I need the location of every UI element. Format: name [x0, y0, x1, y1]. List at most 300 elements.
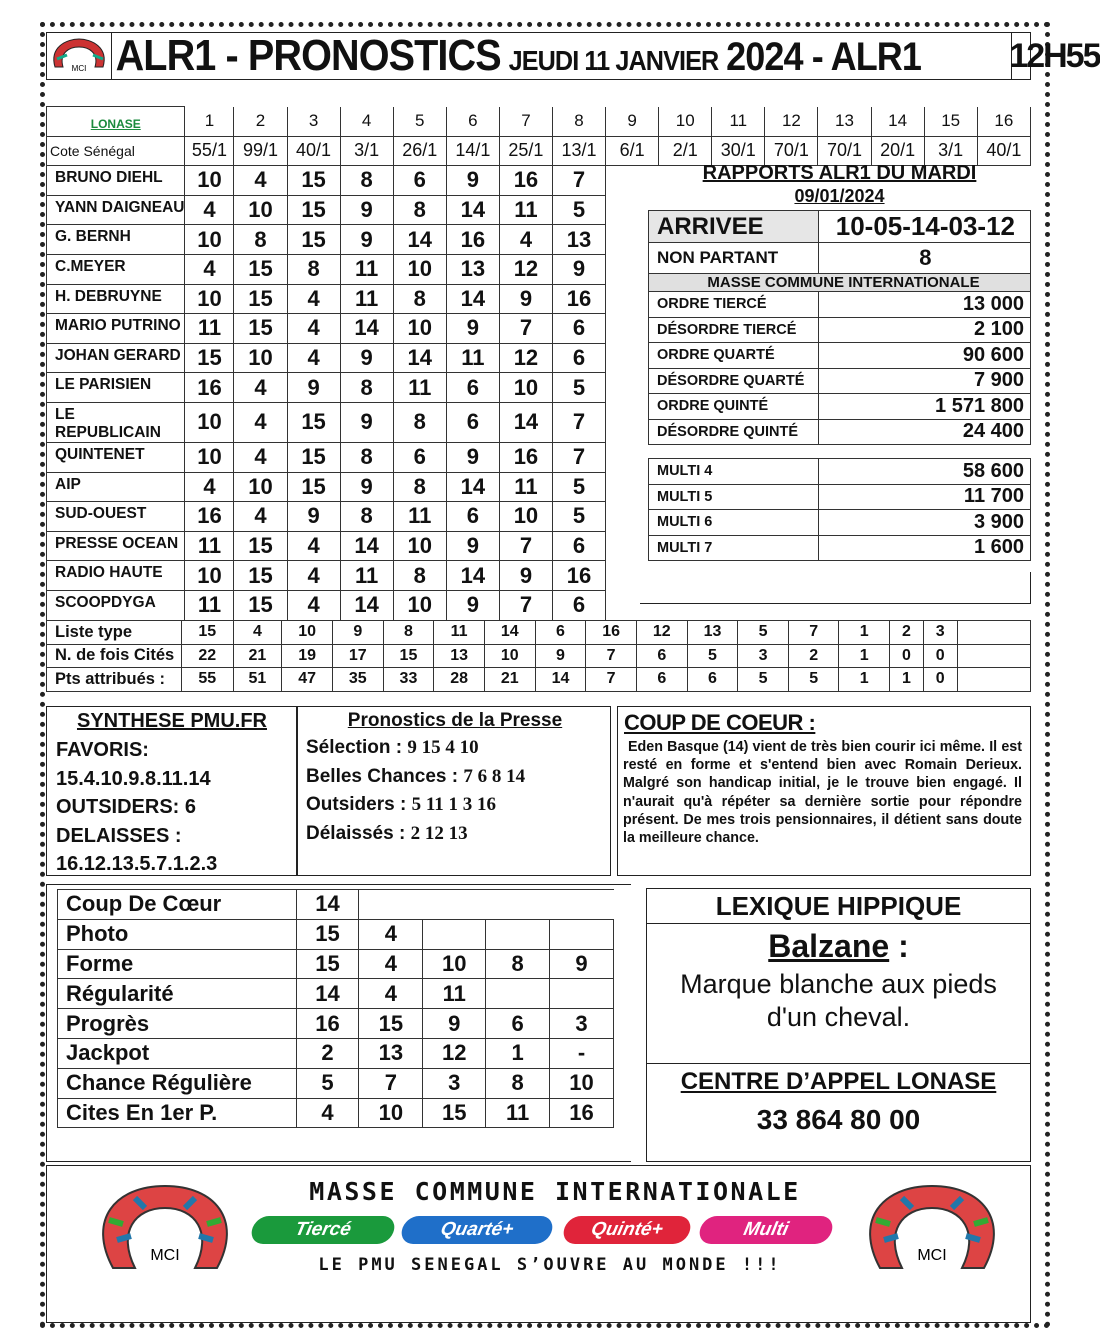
centre-title-wrap — [646, 1068, 1031, 1096]
pick-cell: 10 — [185, 284, 234, 314]
lonase-logo: LONASE — [47, 107, 185, 137]
masse-label: MASSE COMMUNE INTERNATIONALE — [649, 274, 1031, 292]
selection-value: 15 — [359, 1009, 423, 1039]
liste-cell: 5 — [788, 668, 839, 692]
selection-value — [486, 979, 550, 1009]
rapport-value: 24 400 — [818, 419, 1030, 445]
selection-value: 13 — [359, 1038, 423, 1068]
page-title: ALR1 - PRONOSTICS JEUDI 11 JANVIER 2024 - ALR1 — [115, 31, 922, 80]
pick-cell: 4 — [185, 254, 234, 284]
arrivee-label: ARRIVEE — [649, 211, 819, 243]
pick-cell: 6 — [393, 442, 446, 472]
multi-label: MULTI 4 — [649, 459, 819, 485]
pick-cell: 4 — [287, 561, 340, 591]
favoris-value: 15.4.10.9.8.11.14 — [56, 767, 211, 790]
liste-cell: 21 — [484, 668, 535, 692]
pick-cell: 15 — [234, 531, 287, 561]
rapport-label: ORDRE QUINTÉ — [649, 394, 819, 420]
liste-cell: 2 — [890, 621, 924, 645]
pick-cell: 4 — [234, 502, 287, 532]
pick-cell: 16 — [499, 166, 552, 196]
pick-cell: 10 — [185, 442, 234, 472]
selection-value — [423, 890, 486, 920]
header-bar — [46, 31, 1100, 80]
pick-cell: 11 — [446, 343, 499, 373]
pronostiqueur-name: MARIO PUTRINO — [47, 314, 185, 344]
selection-label: Chance Régulière — [58, 1068, 297, 1098]
liste-cell: 16 — [586, 621, 637, 645]
multi-line — [649, 484, 1031, 510]
pick-cell: 9 — [499, 561, 552, 591]
pick-cell: 4 — [234, 402, 287, 442]
selection-value: 7 — [359, 1068, 423, 1098]
liste-cell: 5 — [687, 644, 738, 668]
horse-number: 1 — [185, 107, 234, 137]
selection-value: 1 — [486, 1038, 550, 1068]
rapport-line — [649, 394, 1031, 420]
pronostiqueur-name: LE PARISIEN — [47, 373, 185, 403]
horse-number: 2 — [234, 107, 287, 137]
liste-cell: 1 — [890, 668, 924, 692]
selection-value — [423, 919, 486, 949]
liste-row — [47, 668, 1031, 692]
horse-number: 4 — [340, 107, 393, 137]
rapport-label: DÉSORDRE TIERCÉ — [649, 317, 819, 343]
favoris-label: FAVORIS: — [56, 739, 149, 761]
selection-label: Sélection : — [306, 737, 403, 758]
rapport-label: ORDRE QUARTÉ — [649, 343, 819, 369]
pick-cell: 10 — [185, 402, 234, 442]
pick-cell: 15 — [185, 343, 234, 373]
rapport-value: 7 900 — [818, 368, 1030, 394]
pick-cell: 15 — [287, 166, 340, 196]
selection-value — [550, 890, 614, 920]
liste-cell: 21 — [233, 644, 282, 668]
pick-cell: 6 — [393, 166, 446, 196]
pick-cell: 16 — [446, 225, 499, 255]
selection-label: Coup De Cœur — [58, 890, 297, 920]
pill-tierce: Tiercé — [249, 1216, 397, 1244]
liste-type-table — [46, 620, 1031, 692]
pick-cell: 14 — [393, 343, 446, 373]
rapport-value: 13 000 — [818, 292, 1030, 318]
pick-cell: 15 — [234, 314, 287, 344]
selection-row — [58, 949, 614, 979]
presse-delaisses-label: Délaissés : — [306, 822, 406, 844]
lexique-word: Balzane — [768, 928, 890, 964]
selection-value: 15 — [423, 1098, 486, 1128]
pick-cell: 7 — [499, 531, 552, 561]
pick-cell: 4 — [287, 284, 340, 314]
outsiders-label: OUTSIDERS: 6 — [56, 796, 197, 818]
pick-cell: 15 — [234, 254, 287, 284]
mci-horseshoe-left — [95, 1180, 235, 1277]
liste-cell: 13 — [687, 621, 738, 645]
pronostiqueur-name: H. DEBRUYNE — [47, 284, 185, 314]
lexique-colon: : — [898, 928, 909, 964]
selection-value: 9 15 4 10 — [407, 737, 479, 758]
selection-value: 9 — [550, 949, 614, 979]
pick-cell: 4 — [287, 314, 340, 344]
selection-value: 8 — [486, 949, 550, 979]
liste-cell: 2 — [788, 644, 839, 668]
pick-cell: 12 — [499, 343, 552, 373]
cote-cell: 14/1 — [446, 136, 499, 166]
liste-row — [47, 644, 1031, 668]
horse-number: 11 — [712, 107, 765, 137]
liste-cell: 7 — [788, 621, 839, 645]
pick-cell: 9 — [446, 531, 499, 561]
liste-cell: 5 — [738, 621, 789, 645]
liste-cell: 22 — [181, 644, 233, 668]
selection-value — [550, 919, 614, 949]
liste-cell: 4 — [233, 621, 282, 645]
multi-value: 58 600 — [818, 459, 1030, 485]
liste-cell: 9 — [332, 621, 383, 645]
selection-row — [58, 919, 614, 949]
liste-cell: 28 — [434, 668, 485, 692]
cote-cell: 55/1 — [185, 136, 234, 166]
multi-value: 1 600 — [818, 535, 1030, 561]
multi-line — [649, 535, 1031, 561]
pronostiqueur-name: BRUNO DIEHL — [47, 166, 185, 196]
cote-cell: 26/1 — [393, 136, 446, 166]
pill-quinte: Quinté+ — [561, 1216, 693, 1244]
pick-cell: 10 — [393, 314, 446, 344]
delaisses-value: 16.12.13.5.7.1.2.3 — [56, 853, 218, 875]
pick-cell: 15 — [287, 472, 340, 502]
pick-cell: 4 — [234, 442, 287, 472]
pts-label: Pts attribués : — [47, 668, 182, 692]
selection-value — [486, 890, 550, 920]
pick-cell: 4 — [287, 590, 340, 620]
selection-row — [58, 1038, 614, 1068]
rapports-title: RAPPORTS ALR1 DU MARDI — [702, 162, 977, 184]
selection-value: 11 — [423, 979, 486, 1009]
presse-outsiders-label: Outsiders : — [306, 794, 407, 815]
pick-cell: 16 — [185, 502, 234, 532]
multi-label: MULTI 7 — [649, 535, 819, 561]
pick-cell: 14 — [340, 314, 393, 344]
pick-cell: 5 — [552, 472, 605, 502]
pick-cell: 9 — [446, 590, 499, 620]
rapport-line — [649, 368, 1031, 394]
liste-cell: 12 — [636, 621, 687, 645]
pick-cell: 16 — [185, 373, 234, 403]
liste-type-label: Liste type — [47, 621, 182, 645]
pronostiqueur-name: PRESSE OCEAN — [47, 531, 185, 561]
pick-cell: 7 — [499, 590, 552, 620]
pick-cell: 6 — [552, 314, 605, 344]
pick-cell: 11 — [393, 373, 446, 403]
selection-label: Progrès — [58, 1009, 297, 1039]
rapport-label: ORDRE TIERCÉ — [649, 292, 819, 318]
liste-cell: 11 — [434, 621, 485, 645]
pick-cell: 10 — [393, 590, 446, 620]
cote-cell: 20/1 — [871, 136, 924, 166]
cote-cell: 70/1 — [765, 136, 818, 166]
pick-cell: 6 — [446, 373, 499, 403]
liste-blank — [957, 621, 1030, 645]
cote-cell: 70/1 — [818, 136, 871, 166]
pick-cell: 7 — [552, 442, 605, 472]
liste-cell: 0 — [890, 644, 924, 668]
horse-number: 12 — [765, 107, 818, 137]
multi-line — [649, 459, 1031, 485]
rapports-table — [648, 210, 1031, 561]
pick-cell: 9 — [340, 402, 393, 442]
belles-chances-label: Belles Chances : — [306, 765, 459, 787]
mci-logo — [47, 33, 112, 79]
pick-cell: 4 — [287, 531, 340, 561]
liste-cell: 1 — [839, 621, 890, 645]
liste-cell: 19 — [282, 644, 333, 668]
banner-title: MASSE COMMUNE INTERNATIONALE — [309, 1177, 801, 1206]
multi-value: 3 900 — [818, 510, 1030, 536]
selection-value — [550, 979, 614, 1009]
selection-value: 10 — [423, 949, 486, 979]
pick-cell: 8 — [340, 373, 393, 403]
pick-cell: 11 — [340, 254, 393, 284]
selection-value: 2 — [296, 1038, 359, 1068]
selection-label: Cites En 1er P. — [58, 1098, 297, 1128]
pick-cell: 10 — [499, 502, 552, 532]
pick-cell: 9 — [552, 254, 605, 284]
pick-cell: 7 — [552, 402, 605, 442]
pick-cell: 15 — [234, 561, 287, 591]
rapport-line — [649, 292, 1031, 318]
pick-cell: 5 — [552, 195, 605, 225]
selection-value: 15 — [296, 919, 359, 949]
selection-value: 12 — [423, 1038, 486, 1068]
coup-title: COUP DE COEUR : — [624, 710, 816, 735]
pick-cell: 10 — [234, 195, 287, 225]
pick-cell: 10 — [234, 472, 287, 502]
pick-cell: 14 — [446, 195, 499, 225]
cites-label: N. de fois Cités — [47, 644, 182, 668]
selection-value: 10 — [359, 1098, 423, 1128]
horse-number: 13 — [818, 107, 871, 137]
selection-value: 8 — [486, 1068, 550, 1098]
pick-cell: 9 — [340, 225, 393, 255]
liste-cell: 6 — [636, 668, 687, 692]
rapports-date: 09/01/2024 — [794, 186, 885, 206]
pick-cell: 6 — [552, 343, 605, 373]
pill-quarte: Quarté+ — [399, 1216, 555, 1244]
pick-cell: 7 — [499, 314, 552, 344]
pick-cell: 14 — [393, 225, 446, 255]
selection-value: 4 — [359, 979, 423, 1009]
selection-value: 14 — [296, 979, 359, 1009]
svg-text:MCI: MCI — [71, 64, 87, 73]
horse-number: 16 — [977, 107, 1030, 137]
cote-cell: 13/1 — [552, 136, 605, 166]
pick-cell: 9 — [340, 343, 393, 373]
synthese-title: SYNTHESE PMU.FR — [76, 710, 268, 732]
pick-cell: 8 — [340, 502, 393, 532]
liste-cell: 15 — [383, 644, 434, 668]
liste-cell: 47 — [282, 668, 333, 692]
pick-cell: 11 — [393, 502, 446, 532]
selection-value: 11 — [486, 1098, 550, 1128]
selection-label: Photo — [58, 919, 297, 949]
pick-cell: 8 — [287, 254, 340, 284]
liste-cell: 5 — [738, 668, 789, 692]
pick-cell: 16 — [499, 442, 552, 472]
presse-title: Pronostics de la Presse — [347, 710, 563, 731]
pick-cell: 11 — [185, 314, 234, 344]
cote-cell: 25/1 — [499, 136, 552, 166]
multi-label: MULTI 6 — [649, 510, 819, 536]
pick-cell: 11 — [185, 531, 234, 561]
selection-grid — [57, 889, 614, 1128]
liste-cell: 13 — [434, 644, 485, 668]
pick-cell: 8 — [393, 402, 446, 442]
pick-cell: 5 — [552, 502, 605, 532]
liste-blank — [957, 668, 1030, 692]
pick-cell: 14 — [446, 284, 499, 314]
liste-cell: 3 — [738, 644, 789, 668]
pick-cell: 15 — [287, 442, 340, 472]
pronostiqueur-name: C.MEYER — [47, 254, 185, 284]
pick-cell: 9 — [340, 195, 393, 225]
presse-delaisses-value: 2 12 13 — [410, 822, 468, 844]
cote-cell: 99/1 — [234, 136, 287, 166]
pronostiqueur-name: YANN DAIGNEAU — [47, 195, 185, 225]
pick-cell: 6 — [446, 502, 499, 532]
selection-value: 5 — [296, 1068, 359, 1098]
pick-cell: 14 — [499, 402, 552, 442]
rapport-value: 90 600 — [818, 343, 1030, 369]
selection-value: 3 — [423, 1068, 486, 1098]
rapport-value: 2 100 — [818, 317, 1030, 343]
pill-multi: Multi — [697, 1216, 835, 1244]
cote-cell: 3/1 — [340, 136, 393, 166]
liste-cell: 14 — [535, 668, 586, 692]
centre-title: CENTRE D’APPEL LONASE — [680, 1068, 997, 1095]
liste-cell: 1 — [839, 668, 890, 692]
pick-cell: 11 — [185, 590, 234, 620]
lexique-def: Marque blanche aux pieds d'un cheval. — [680, 969, 997, 1032]
pronostiqueur-name: G. BERNH — [47, 225, 185, 255]
rapport-label: DÉSORDRE QUARTÉ — [649, 368, 819, 394]
pick-cell: 10 — [499, 373, 552, 403]
selection-value: 15 — [296, 949, 359, 979]
selection-label: Régularité — [58, 979, 297, 1009]
pronostiqueur-name: LE REPUBLICAIN — [47, 402, 185, 442]
pick-cell: 11 — [499, 195, 552, 225]
svg-text:MCI: MCI — [150, 1247, 180, 1264]
liste-cell: 10 — [282, 621, 333, 645]
coup-text: Eden Basque (14) vient de très bien courir ici même. Il est resté en forme et s'entend bien avec Romain Derieux. Malgré son handicap initial, je le trouve bien engagé. Il n'aurait qu'à répéter sa dernière sortie pour répondre présent. De mes trois pensionnaires, il détient sans doute la meilleure chance. — [623, 739, 1022, 847]
selection-value: 4 — [359, 949, 423, 979]
pick-cell: 8 — [393, 284, 446, 314]
liste-cell: 51 — [233, 668, 282, 692]
multi-value: 11 700 — [818, 484, 1030, 510]
pronostiqueur-name: RADIO HAUTE — [47, 561, 185, 591]
liste-cell: 14 — [484, 621, 535, 645]
cote-cell: 40/1 — [977, 136, 1030, 166]
race-time: 12H55 — [1011, 33, 1097, 79]
pick-cell: 11 — [340, 284, 393, 314]
pick-cell: 6 — [552, 531, 605, 561]
liste-cell: 17 — [332, 644, 383, 668]
pick-cell: 10 — [185, 561, 234, 591]
liste-cell: 1 — [839, 644, 890, 668]
selection-value — [359, 890, 423, 920]
pick-cell: 13 — [552, 225, 605, 255]
pick-cell: 14 — [340, 531, 393, 561]
horse-number: 9 — [606, 107, 659, 137]
liste-cell: 55 — [181, 668, 233, 692]
cote-cell: 6/1 — [606, 136, 659, 166]
mci-horseshoe-right — [862, 1180, 1002, 1277]
liste-cell: 35 — [332, 668, 383, 692]
selection-value: - — [550, 1038, 614, 1068]
selection-value: 4 — [359, 919, 423, 949]
pick-cell: 9 — [287, 373, 340, 403]
pick-cell: 9 — [499, 284, 552, 314]
pick-cell: 8 — [340, 166, 393, 196]
pronostiqueur-name: AIP — [47, 472, 185, 502]
selection-value — [486, 919, 550, 949]
horse-number: 7 — [499, 107, 552, 137]
pick-cell: 9 — [446, 166, 499, 196]
selection-label: Forme — [58, 949, 297, 979]
selection-row — [58, 1068, 614, 1098]
pick-cell: 14 — [446, 472, 499, 502]
multi-line — [649, 510, 1031, 536]
pick-cell: 6 — [552, 590, 605, 620]
multi-label: MULTI 5 — [649, 484, 819, 510]
pick-cell: 10 — [393, 254, 446, 284]
rapport-line — [649, 419, 1031, 445]
pick-cell: 14 — [446, 561, 499, 591]
pick-cell: 14 — [340, 590, 393, 620]
liste-row — [47, 621, 1031, 645]
pick-cell: 8 — [393, 195, 446, 225]
delaisses-label: DELAISSES : — [56, 824, 182, 847]
pick-cell: 9 — [287, 502, 340, 532]
pick-cell: 4 — [287, 343, 340, 373]
pick-cell: 6 — [446, 402, 499, 442]
horse-number: 10 — [659, 107, 712, 137]
pick-cell: 16 — [552, 284, 605, 314]
pick-cell: 7 — [552, 166, 605, 196]
rapport-label: DÉSORDRE QUINTÉ — [649, 419, 819, 445]
selection-value: 10 — [550, 1068, 614, 1098]
rapport-value: 1 571 800 — [818, 394, 1030, 420]
pick-cell: 4 — [234, 166, 287, 196]
pick-cell: 9 — [446, 314, 499, 344]
horse-number: 6 — [446, 107, 499, 137]
liste-cell: 7 — [586, 644, 637, 668]
liste-cell: 0 — [923, 644, 957, 668]
cote-cell: 3/1 — [924, 136, 977, 166]
liste-cell: 3 — [923, 621, 957, 645]
pick-cell: 10 — [393, 531, 446, 561]
selection-row — [58, 890, 614, 920]
horse-number: 8 — [552, 107, 605, 137]
pick-cell: 9 — [446, 442, 499, 472]
selection-value: 9 — [423, 1009, 486, 1039]
selection-value: 6 — [486, 1009, 550, 1039]
pick-cell: 15 — [287, 225, 340, 255]
pick-cell: 9 — [340, 472, 393, 502]
synthese-content — [56, 736, 217, 879]
horse-number: 15 — [924, 107, 977, 137]
pick-cell: 16 — [552, 561, 605, 591]
